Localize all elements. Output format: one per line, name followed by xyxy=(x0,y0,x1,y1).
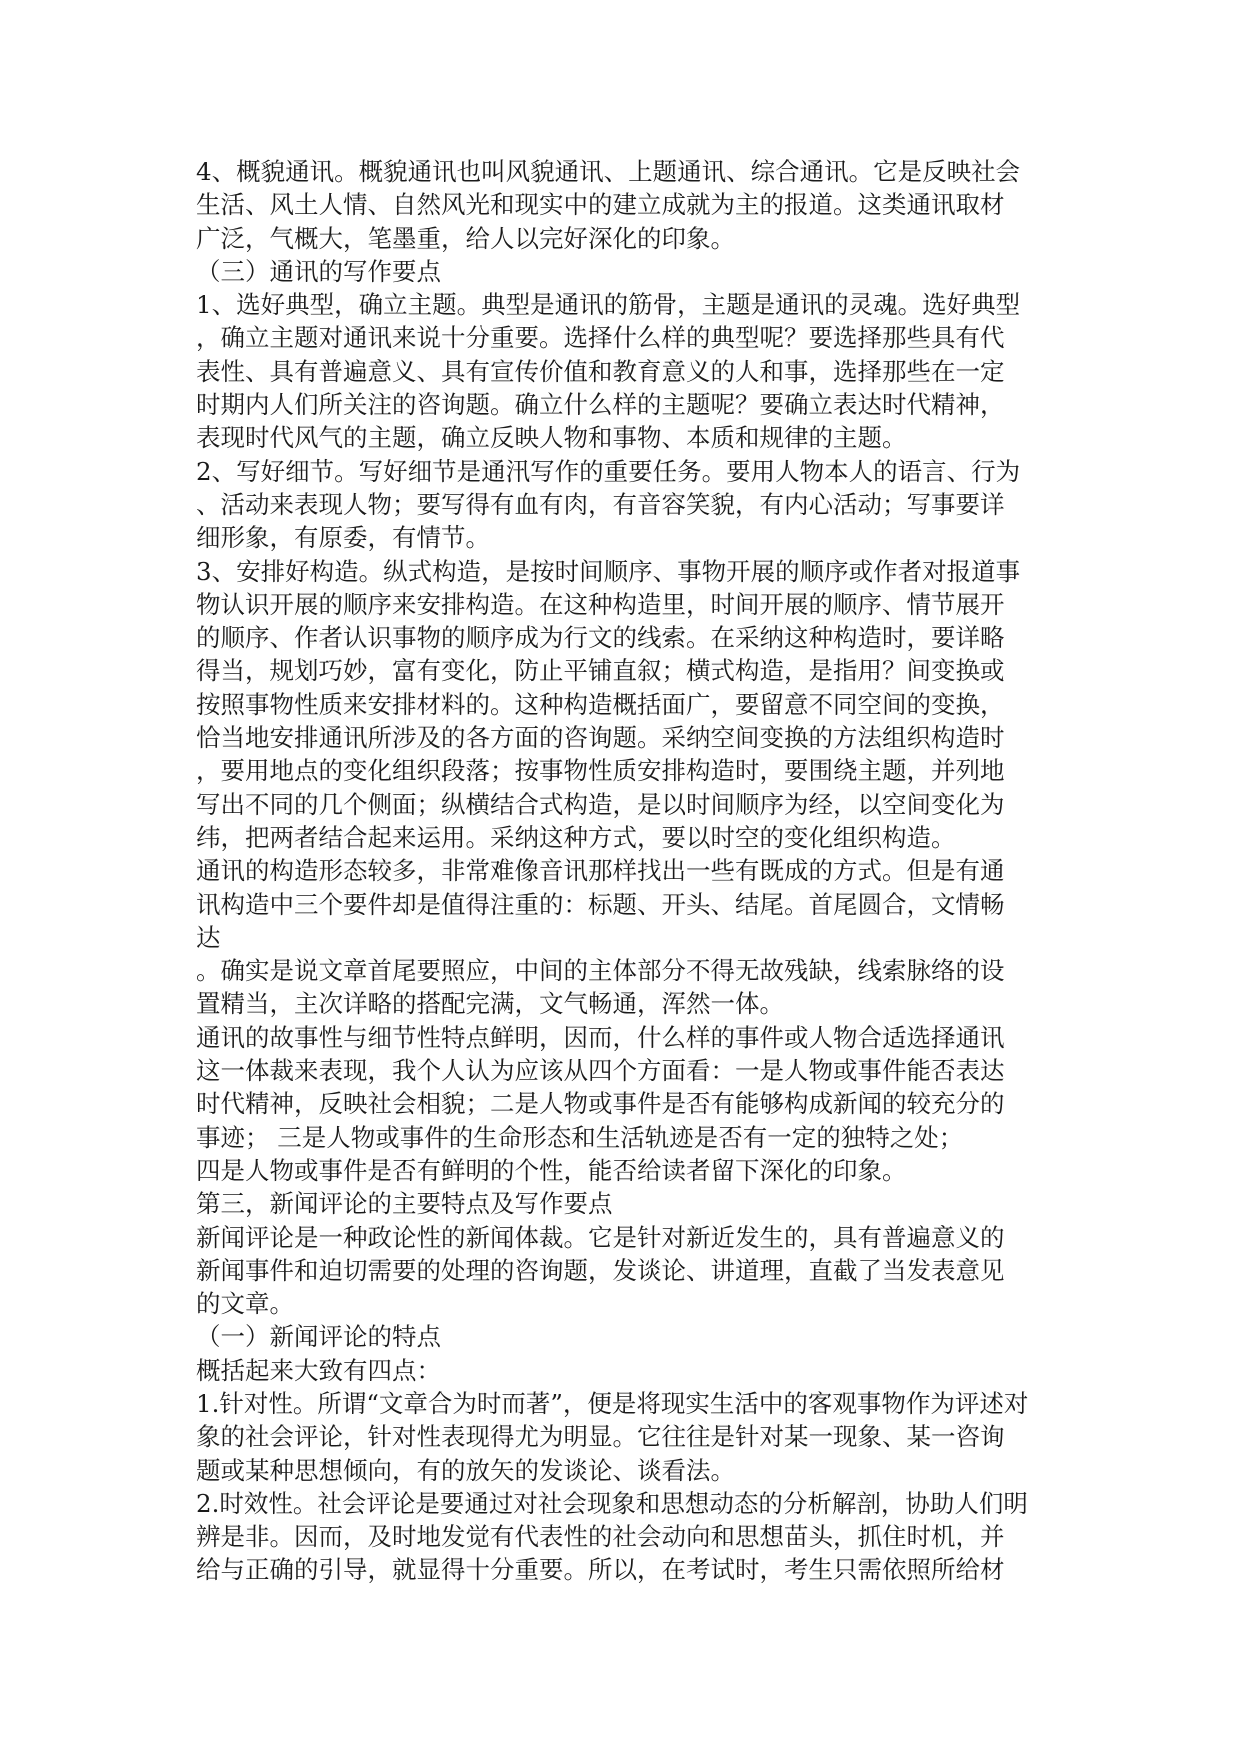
text-line: 的顺序、作者认识事物的顺序成为行文的线索。在采纳这种构造时，要详略 xyxy=(196,623,1005,653)
text-line: 新闻评论是一种政论性的新闻体裁。它是针对新近发生的，具有普遍意义的 xyxy=(196,1222,1005,1252)
text-line: 、活动来表现人物；要写得有血有肉，有音容笑貌，有内心活动；写事要详 xyxy=(196,489,1005,519)
text-line: 概括起来大致有四点： xyxy=(196,1355,441,1385)
text-line: 2.时效性。社会评论是要通过对社会现象和思想动态的分析解剖，协助人们明 xyxy=(196,1488,1028,1518)
text-line: 生活、风土人情、自然风光和现实中的建立成就为主的报道。这类通讯取材 xyxy=(196,190,1005,220)
text-line: 恰当地安排通讯所涉及的各方面的咨询题。采纳空间变换的方法组织构造时 xyxy=(196,723,1005,753)
text-line: 的文章。 xyxy=(196,1289,294,1319)
text-line: 。确实是说文章首尾要照应，中间的主体部分不得无故残缺，线索脉络的设 xyxy=(196,956,1005,986)
section-heading: （一）新闻评论的特点 xyxy=(196,1322,441,1352)
text-line: ，要用地点的变化组织段落；按事物性质安排构造时，要围绕主题，并列地 xyxy=(196,756,1005,786)
text-line: 2、写好细节。写好细节是通汛写作的重要任务。要用人物本人的语言、行为 xyxy=(196,456,1021,486)
text-line: 1、选好典型，确立主题。典型是通讯的筋骨，主题是通讯的灵魂。选好典型 xyxy=(196,290,1021,320)
text-line: 物认识开展的顺序来安排构造。在这种构造里，时间开展的顺序、情节展开 xyxy=(196,589,1005,619)
text-line: 时代精神，反映社会相貌；二是人物或事件是否有能够构成新闻的较充分的 xyxy=(196,1089,1005,1119)
body-text xyxy=(196,155,1046,1587)
text-line: 纬，把两者结合起来运用。采纳这种方式，要以时空的变化组织构造。 xyxy=(196,822,956,852)
text-line: 得当，规划巧妙，富有变化，防止平铺直叙；横式构造，是指用？间变换或 xyxy=(196,656,1005,686)
text-line: 按照事物性质来安排材料的。这种构造概括面广，要留意不同空间的变换， xyxy=(196,689,1005,719)
text-line: 题或某种思想倾向，有的放矢的发谈论、谈看法。 xyxy=(196,1455,735,1485)
text-line: 写出不同的几个侧面；纵横结合式构造，是以时间顺序为经，以空间变化为 xyxy=(196,789,1005,819)
text-line: 给与正确的引导，就显得十分重要。所以，在考试时，考生只需依照所给材 xyxy=(196,1555,1005,1585)
text-line: 1.针对性。所谓“文章合为时而著”，便是将现实生活中的客观事物作为评述对 xyxy=(196,1388,1029,1418)
text-line: 4、概貌通讯。概貌通讯也叫风貌通讯、上题通讯、综合通讯。它是反映社会 xyxy=(196,157,1021,186)
text-line: 广泛，气概大，笔墨重，给人以完好深化的印象。 xyxy=(196,223,735,253)
text-line: 讯构造中三个要件却是值得注重的：标题、开头、结尾。首尾圆合，文情畅 xyxy=(196,889,1005,919)
text-line: 事迹； 三是人物或事件的生命形态和生活轨迹是否有一定的独特之处； xyxy=(196,1122,964,1152)
text-line: 这一体裁来表现，我个人认为应该从四个方面看：一是人物或事件能否表达 xyxy=(196,1056,1005,1086)
text-line: 四是人物或事件是否有鲜明的个性，能否给读者留下深化的印象。 xyxy=(196,1155,907,1185)
text-line: 置精当，主次详略的搭配完满，文气畅通，浑然一体。 xyxy=(196,989,784,1019)
section-heading: 第三，新闻评论的主要特点及写作要点 xyxy=(196,1189,613,1219)
text-line: 象的社会评论，针对性表现得尤为明显。它往往是针对某一现象、某一咨询 xyxy=(196,1422,1005,1452)
section-heading: （三）通讯的写作要点 xyxy=(196,256,441,286)
text-line: 通讯的故事性与细节性特点鲜明，因而，什么样的事件或人物合适选择通讯 xyxy=(196,1022,1005,1052)
text-line: 时期内人们所关注的咨询题。确立什么样的主题呢？要确立表达时代精神， xyxy=(196,390,1005,420)
text-line: 辨是非。因而，及时地发觉有代表性的社会动向和思想苗头，抓住时机，并 xyxy=(196,1522,1005,1552)
text-line: 达 xyxy=(196,922,221,952)
text-line: 3、安排好构造。纵式构造，是按时间顺序、事物开展的顺序或作者对报道事 xyxy=(196,556,1021,586)
text-line: 表性、具有普遍意义、具有宣传价值和教育意义的人和事，选择那些在一定 xyxy=(196,356,1005,386)
text-line: 新闻事件和迫切需要的处理的咨询题，发谈论、讲道理，直截了当发表意见 xyxy=(196,1255,1005,1285)
text-line: 通讯的构造形态较多，非常难像音讯那样找出一些有既成的方式。但是有通 xyxy=(196,856,1005,886)
text-line: ，确立主题对通讯来说十分重要。选择什么样的典型呢？要选择那些具有代 xyxy=(196,323,1005,353)
text-line: 表现时代风气的主题，确立反映人物和事物、本质和规律的主题。 xyxy=(196,423,907,453)
text-line: 细形象，有原委，有情节。 xyxy=(196,523,490,553)
